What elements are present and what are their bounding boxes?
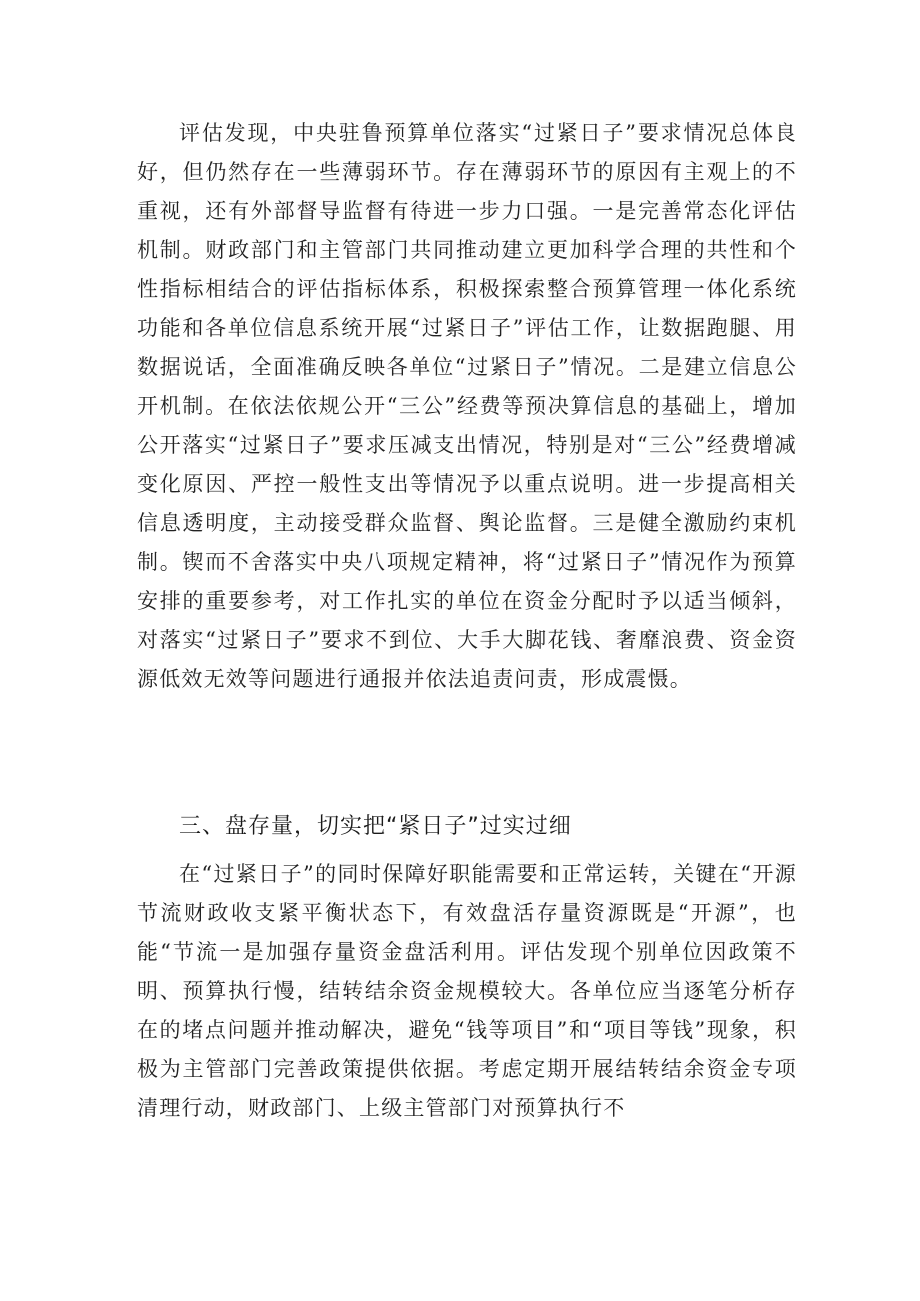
section-heading: 三、盘存量，切实把“紧日子”过实过细 <box>179 814 572 839</box>
body-paragraph: 评估发现，中央驻鲁预算单位落实“过紧日子”要求情况总体良好，但仍然存在一些薄弱环节。存在薄弱环节的原因有主观上的不重视，还有外部督导监督有待进一步力口强。一是完善常态化评估机制。财政部门和主管部门共同推动建立更加科学合理的共性和个性指标相结合的评估指标体系，积极探索整合预算管理一体化系统功能和各单位信息系统开展“过紧日子”评估工作，让数据跑腿、用数据说话，全面准确反映各单位“过紧日子”情况。二是建立信息公开机制。在依法依规公开“三公”经费等预决算信息的基础上，增加公开落实“过紧日子”要求压减支出情况，特别是对“三公”经费增减变化原因、严控一般性支出等情况予以重点说明。进一步提高相关信息透明度，主动接受群众监督、舆论监督。三是健全激励约束机制。锲而不舍落实中央八项规定精神，将“过紧日子”情况作为预算安排的重要参考，对工作扎实的单位在资金分配时予以适当倾斜，对落实“过紧日子”要求不到位、大手大脚花钱、奢靡浪费、资金资源低效无效等问题进行通报并依法追责问责，形成震慑。 <box>137 121 797 691</box>
body-paragraph: 在“过紧日子”的同时保障好职能需要和正常运转，关键在“开源节流财政收支紧平衡状态下，有效盘活存量资源既是“开源”，也能“节流一是加强存量资金盘活利用。评估发现个别单位因政策不明、预算执行慢，结转结余资金规模较大。各单位应当逐笔分析存在的堵点问题并推动解决，避免“钱等项目”和“项目等钱”现象，积极为主管部门完善政策提供依据。考虑定期开展结转结余资金专项清理行动，财政部门、上级主管部门对预算执行不 <box>137 862 797 1120</box>
